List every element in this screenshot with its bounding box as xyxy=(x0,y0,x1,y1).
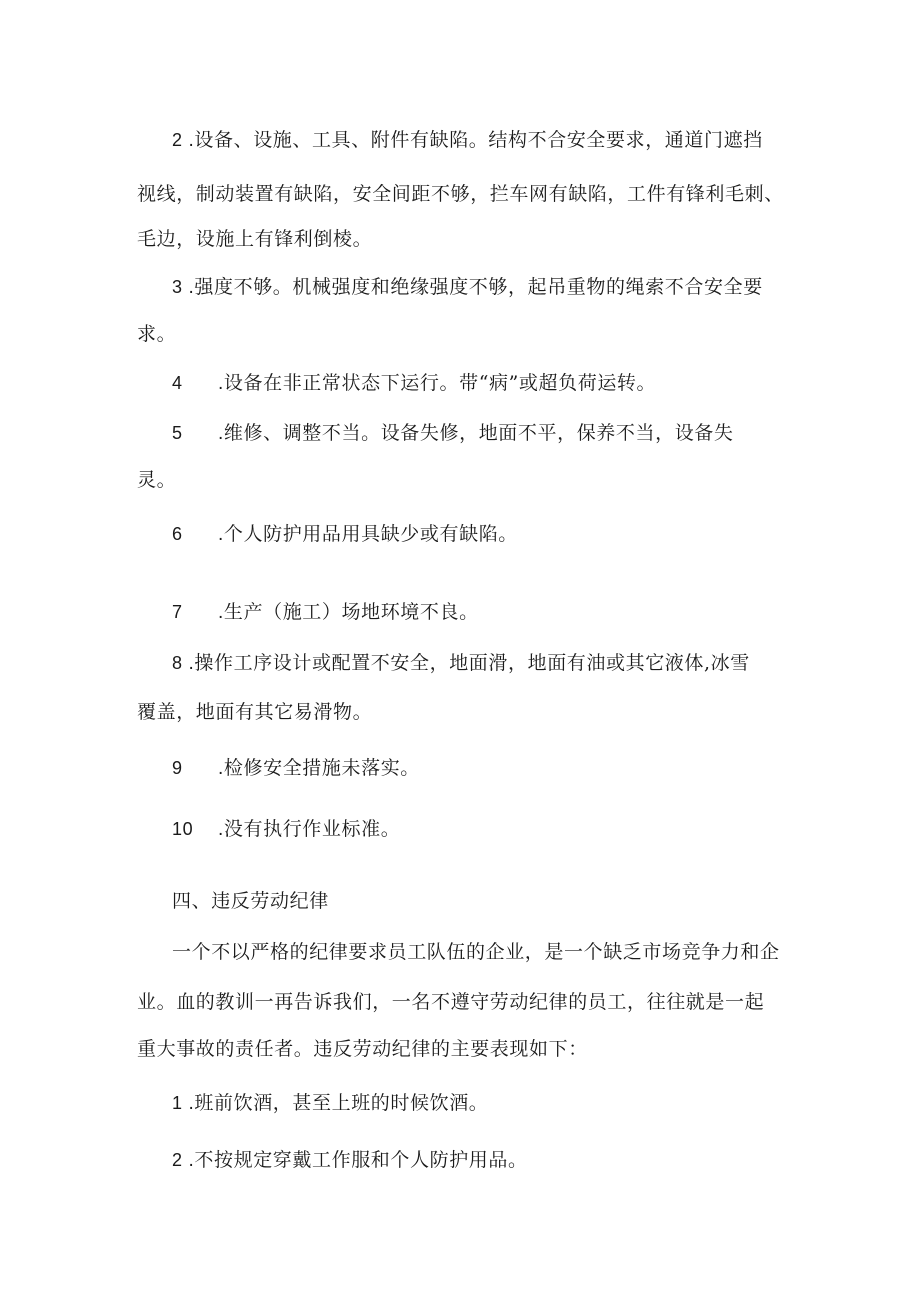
list-item-8-line-2: 覆盖，地面有其它易滑物。 xyxy=(137,701,373,723)
item-number: 4 xyxy=(172,373,183,393)
item-number: 10 xyxy=(172,819,194,839)
list-item-8-line-1 xyxy=(172,651,750,676)
item-separator: . xyxy=(182,130,195,151)
list-item-3-line-1 xyxy=(172,275,763,300)
item-number: 3 xyxy=(172,277,183,297)
paragraph-line-3: 重大事故的责任者。违反劳动纪律的主要表现如下： xyxy=(137,1038,588,1060)
list-item-3-line-2: 求。 xyxy=(137,323,177,345)
item-text: 维修、调整不当。设备失修，地面不平，保养不当，设备失 xyxy=(223,422,734,444)
item-separator: . xyxy=(218,819,224,840)
item-text: 没有执行作业标准。 xyxy=(223,818,401,840)
list-item-6-line-1 xyxy=(172,522,518,547)
list-item-2-line-3: 毛边，设施上有锋利倒棱。 xyxy=(137,228,373,250)
list2-item-2-line-1 xyxy=(172,1148,528,1173)
item-text: 设备在非正常状态下运行。带“病”或超负荷运转。 xyxy=(223,372,657,394)
list2-item-1-line-1 xyxy=(172,1091,488,1116)
item-text: 检修安全措施未落实。 xyxy=(223,757,420,779)
item-number: 2 xyxy=(172,130,183,150)
item-separator: . xyxy=(218,423,224,444)
item-separator: . xyxy=(182,1093,195,1114)
item-separator: . xyxy=(218,524,224,545)
list-item-2-line-2: 视线，制动装置有缺陷，安全间距不够，拦车网有缺陷，工件有锋利毛刺、 xyxy=(137,183,784,205)
list-item-4-line-1 xyxy=(172,371,656,396)
item-text: 强度不够。机械强度和绝缘强度不够，起吊重物的绳索不合安全要 xyxy=(194,276,763,298)
item-number: 5 xyxy=(172,423,183,443)
section-heading: 四、违反劳动纪律 xyxy=(172,890,329,912)
item-separator: . xyxy=(182,277,195,298)
list-item-10-line-1 xyxy=(172,817,400,842)
item-text: 生产（施工）场地环境不良。 xyxy=(223,601,479,623)
list-item-2-line-1 xyxy=(172,128,763,153)
list-item-9-line-1 xyxy=(172,756,420,781)
item-number: 2 xyxy=(172,1150,183,1170)
item-separator: . xyxy=(182,1150,195,1171)
item-text: 操作工序设计或配置不安全，地面滑，地面有油或其它液体,冰雪 xyxy=(194,652,750,674)
item-separator: . xyxy=(218,602,224,623)
item-separator: . xyxy=(218,758,224,779)
item-text: 个人防护用品用具缺少或有缺陷。 xyxy=(223,523,518,545)
item-text: 班前饮酒，甚至上班的时候饮酒。 xyxy=(194,1092,489,1114)
item-number: 6 xyxy=(172,524,183,544)
paragraph-line-2: 业。血的教训一再告诉我们，一名不遵守劳动纪律的员工，往往就是一起 xyxy=(137,991,765,1013)
item-number: 8 xyxy=(172,653,183,673)
list-item-7-line-1 xyxy=(172,600,479,625)
list-item-5-line-2: 灵。 xyxy=(137,469,177,491)
list-item-5-line-1 xyxy=(172,421,734,446)
item-number: 7 xyxy=(172,602,183,622)
item-number: 1 xyxy=(172,1093,183,1113)
item-number: 9 xyxy=(172,758,183,778)
item-separator: . xyxy=(182,653,195,674)
item-text: 不按规定穿戴工作服和个人防护用品。 xyxy=(194,1149,528,1171)
item-separator: . xyxy=(218,373,224,394)
item-text: 设备、设施、工具、附件有缺陷。结构不合安全要求，通道门遮挡 xyxy=(194,129,763,151)
paragraph-line-1: 一个不以严格的纪律要求员工队伍的企业，是一个缺乏市场竞争力和企 xyxy=(172,941,780,963)
